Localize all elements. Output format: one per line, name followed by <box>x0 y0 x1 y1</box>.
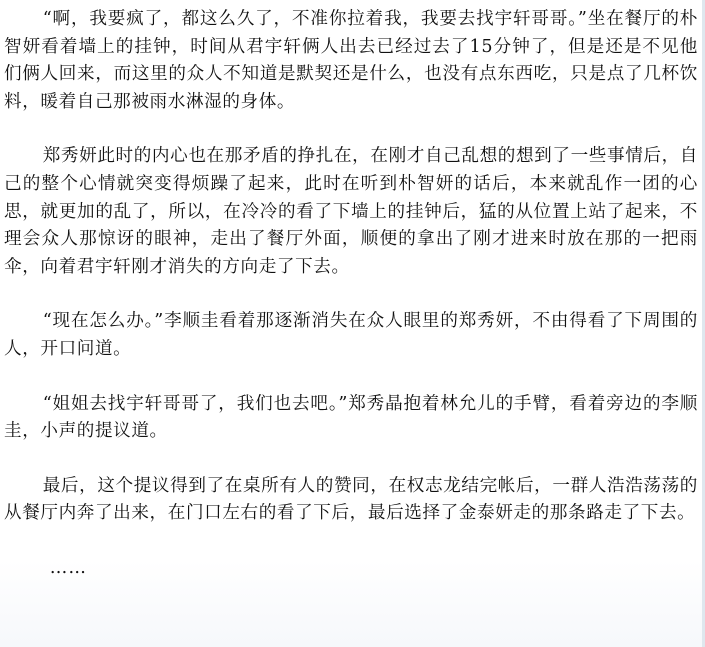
paragraph-2: 郑秀妍此时的内心也在那矛盾的挣扎在，在刚才自己乱想的想到了一些事情后，自己的整个心情就突变得烦躁了起来，此时在听到朴智妍的话后，本来就乱作一团的心思，就更加的乱了，所以，在冷冷的看了下墙上的挂钟后，猛的从位置上站了起来，不理会众人那惊讶的眼神，走出了餐厅外面，顺便的拿出了刚才进来时放在那的一把雨伞，向着君宇轩刚才消失的方向走了下去。 <box>4 146 698 277</box>
article-body <box>4 6 698 583</box>
paragraph-spacer <box>4 281 698 308</box>
paragraph-5: 最后，这个提议得到了在桌所有人的赞同，在权志龙结完帐后，一群人浩浩荡荡的从餐厅内奔了出来，在门口左右的看了下后，最后选择了金泰妍走的那条路走了下去。 <box>4 475 698 524</box>
paragraph-spacer <box>4 446 698 473</box>
ellipsis-text: …… <box>49 557 87 578</box>
paragraph-spacer <box>4 116 698 143</box>
paragraph-spacer <box>4 364 698 391</box>
paragraph-1: “啊，我要疯了，都这么久了，不准你拉着我，我要去找宇轩哥哥。”坐在餐厅的朴智妍看着墙上的挂钟，时间从君宇轩俩人出去已经过去了15分钟了，但是还是不见他们俩人回来，而这里的众人不知道是默契还是什么，也没有点东西吃，只是点了几杯饮料，暖着自己那被雨水淋湿的身体。 <box>4 9 698 112</box>
paragraph-4: “姐姐去找宇轩哥哥了，我们也去吧。”郑秀晶抱着林允儿的手臂，看着旁边的李顺圭，小声的提议道。 <box>4 393 698 442</box>
paragraph-3: “现在怎么办。”李顺圭看着那逐渐消失在众人眼里的郑秀妍，不由得看了下周围的人，开口问道。 <box>4 311 698 359</box>
paragraph-spacer <box>4 528 698 555</box>
